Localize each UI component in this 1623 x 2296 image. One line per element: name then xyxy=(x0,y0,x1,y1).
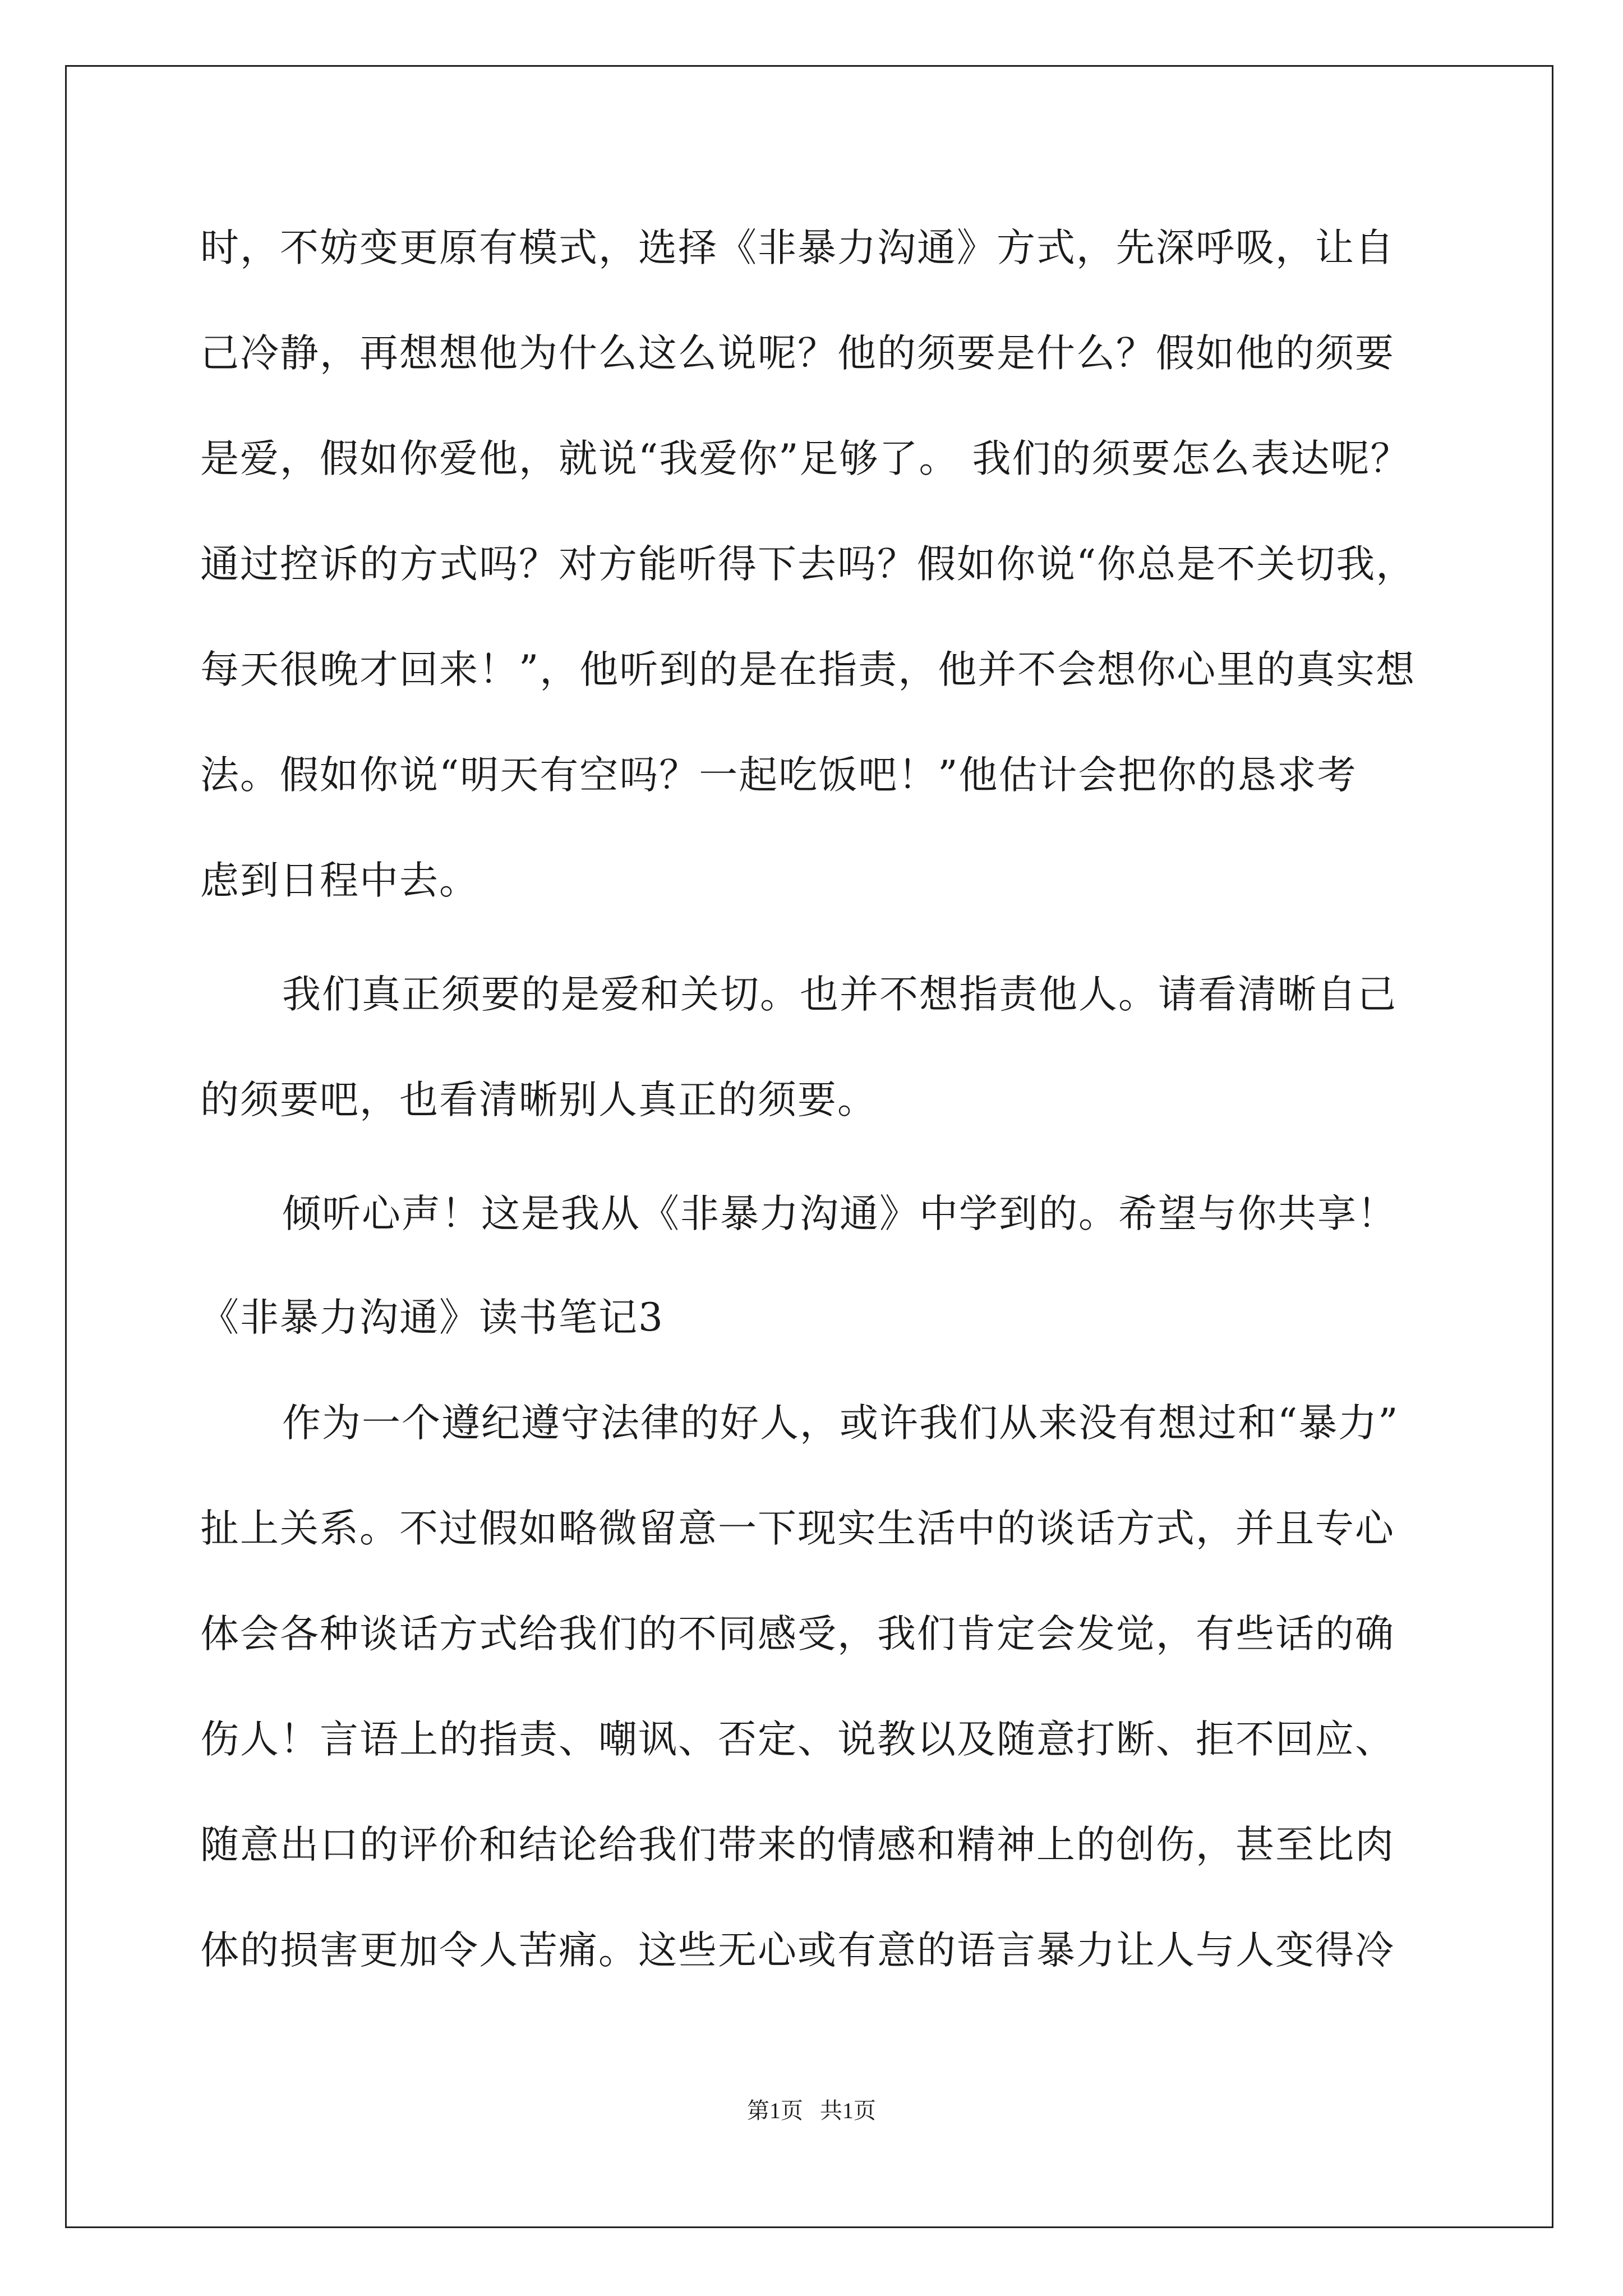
paragraph-line: 随意出口的评价和结论给我们带来的情感和精神上的创伤，甚至比肉 xyxy=(200,1823,1395,1867)
paragraph-line: 是爱，假如你爱他，就说“我爱你”足够了。 我们的须要怎么表达呢？ xyxy=(200,436,1410,481)
section-heading: 《非暴力沟通》读书笔记3 xyxy=(200,1295,664,1340)
paragraph-line: 的须要吧，也看清晰别人真正的须要。 xyxy=(200,1078,877,1122)
paragraph-line: 伤人！言语上的指责、嘲讽、否定、说教以及随意打断、拒不回应、 xyxy=(200,1717,1395,1762)
paragraph-line: 体的损害更加令人苦痛。这些无心或有意的语言暴力让人与人变得冷 xyxy=(200,1928,1395,1973)
paragraph-line: 时，不妨变更原有模式，选择《非暴力沟通》方式，先深呼吸，让自 xyxy=(200,226,1395,270)
paragraph-line: 体会各种谈话方式给我们的不同感受，我们肯定会发觉，有些话的确 xyxy=(200,1612,1395,1657)
paragraph-line: 倾听心声！这是我从《非暴力沟通》中学到的。希望与你共享！ xyxy=(282,1191,1397,1236)
paragraph-line: 虑到日程中去。 xyxy=(200,858,479,903)
paragraph-line: 己冷静，再想想他为什么这么说呢？他的须要是什么？假如他的须要 xyxy=(200,331,1395,376)
paragraph-line: 作为一个遵纪遵守法律的好人，或许我们从来没有想过和“暴力” xyxy=(282,1401,1399,1446)
page-number-footer: 第1页 共1页 xyxy=(747,2098,876,2123)
paragraph-line: 扯上关系。不过假如略微留意一下现实生活中的谈话方式，并且专心 xyxy=(200,1506,1395,1551)
paragraph-line: 法。假如你说“明天有空吗？一起吃饭吧！”他估计会把你的恳求考 xyxy=(200,753,1357,798)
paragraph-line: 我们真正须要的是爱和关切。也并不想指责他人。请看清晰自己 xyxy=(282,972,1397,1017)
page-frame xyxy=(65,65,1553,2228)
paragraph-line: 通过控诉的方式吗？对方能听得下去吗？假如你说“你总是不关切我， xyxy=(200,542,1416,587)
paragraph-line: 每天很晚才回来！”，他听到的是在指责，他并不会想你心里的真实想 xyxy=(200,647,1416,692)
